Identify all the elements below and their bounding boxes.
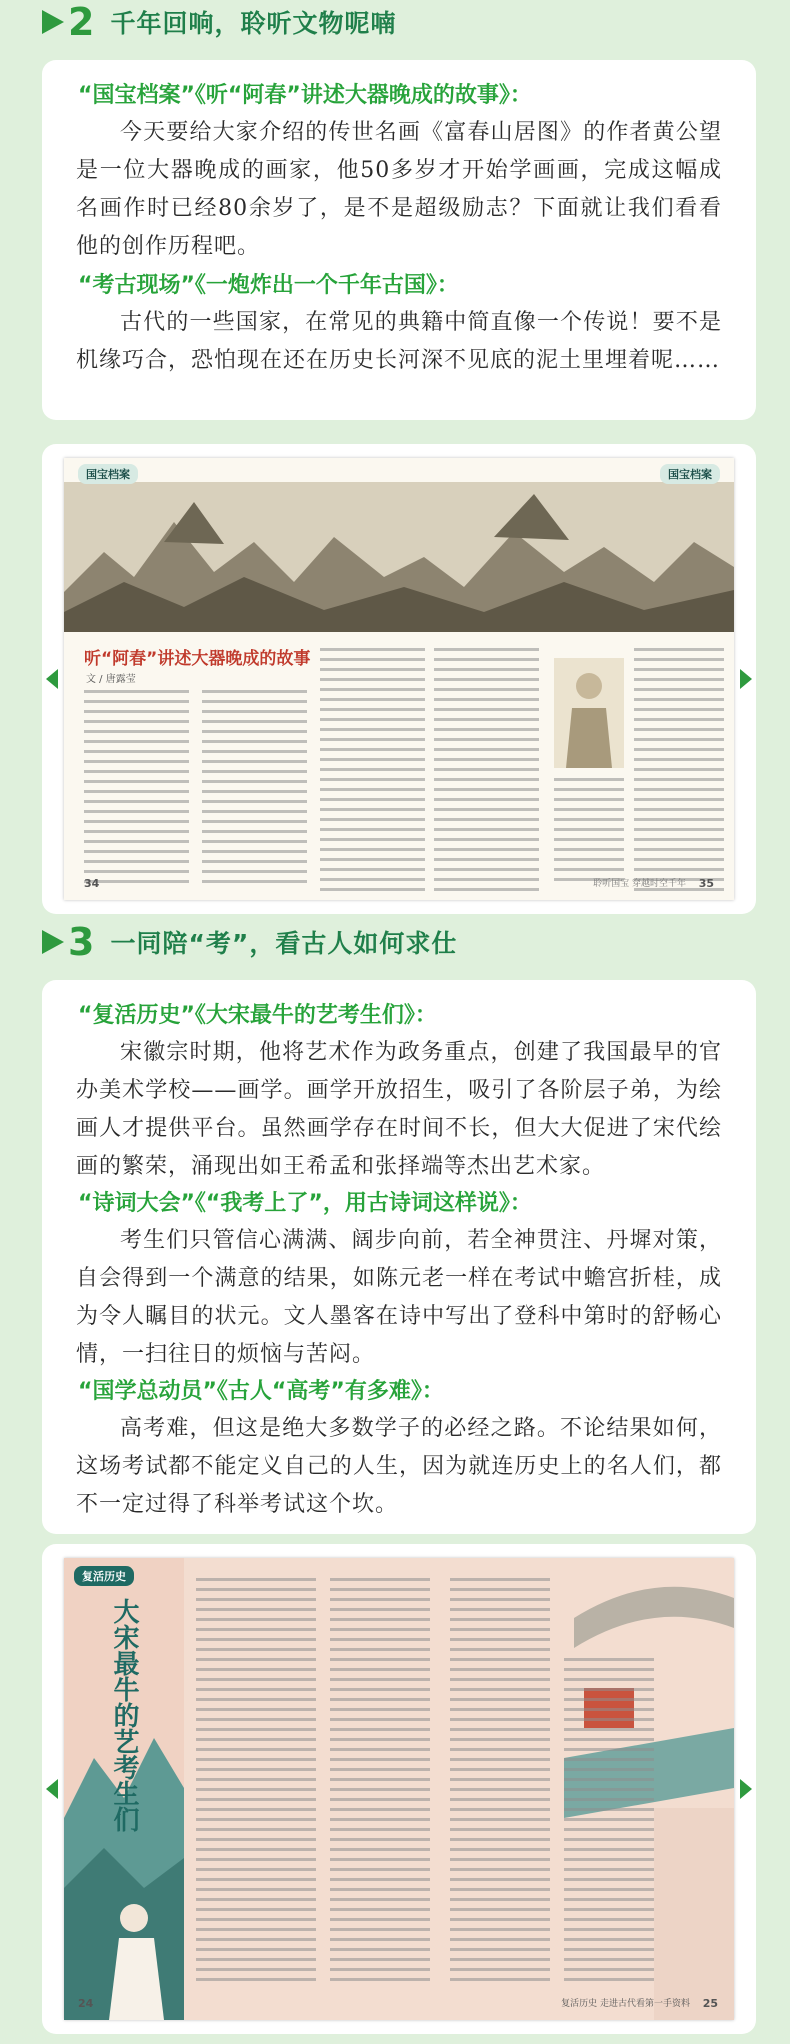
section-2-header (42, 2, 396, 42)
body-text-block (634, 648, 724, 898)
spread-pages (64, 1558, 734, 2020)
landscape-painting (64, 482, 734, 632)
article-summary: 高考难，但这是绝大多数学子的必经之路。不论结果如何，这场考试都不能定义自己的人生，因为就连历史上的名人们，都不一定过得了科举考试这个坎。 (76, 1416, 722, 1517)
body-text-block (554, 778, 624, 888)
page-footer: 复活历史 走进古代看第一手资料 (561, 1999, 690, 2009)
page-number: 25 (702, 1997, 718, 2010)
triangle-icon (42, 930, 64, 954)
body-text-block (450, 1578, 550, 1988)
prev-arrow-icon[interactable] (46, 669, 58, 689)
article-title: 大宋最牛的艺考生们 (109, 1598, 139, 1832)
magazine-spread-image (42, 1544, 756, 2034)
next-arrow-icon[interactable] (740, 1779, 752, 1799)
body-text-block (330, 1578, 430, 1988)
body-text-block (84, 690, 189, 890)
section-title: 千年回响，聆听文物呢喃 (110, 9, 397, 38)
body-text-block (202, 690, 307, 890)
prev-arrow-icon[interactable] (46, 1779, 58, 1799)
body-text-block (564, 1658, 654, 1988)
section-number: 2 (68, 0, 95, 44)
section-3-card (42, 980, 756, 1534)
article-title: 听“阿春”讲述大器晚成的故事 (84, 649, 311, 669)
column-tag: 国宝档案 (78, 464, 138, 484)
article-heading: “国学总动员”《古人“高考”有多难》： (78, 1379, 444, 1404)
article-heading: “国宝档案”《听“阿春”讲述大器晚成的故事》： (78, 83, 532, 108)
portrait-illustration (554, 658, 624, 768)
article-heading: “诗词大会”《“我考上了”，用古诗词这样说》： (78, 1191, 532, 1216)
section-3-header (42, 922, 457, 962)
section-2-card (42, 60, 756, 420)
section-title: 一同陪“考”，看古人如何求仕 (110, 929, 458, 958)
article-heading: “复活历史”《大宋最牛的艺考生们》： (78, 1003, 437, 1028)
article-summary: 古代的一些国家，在常见的典籍中简直像一个传说！要不是机缘巧合，恐怕现在还在历史长河深不见底的泥土里埋着呢…… (76, 310, 722, 373)
article-summary: 考生们只管信心满满、阔步向前，若全神贯注、丹墀对策，自会得到一个满意的结果，如陈元老一样在考试中蟾宫折桂，成为令人瞩目的状元。文人墨客在诗中写出了登科中第时的舒畅心情，一扫往日的烦恼与苦闷。 (76, 1228, 722, 1367)
page-footer: 聆听国宝 穿越时空千年 (593, 879, 686, 889)
page-number: 35 (698, 877, 714, 890)
page-number: 24 (78, 1997, 94, 2010)
article-heading: “考古现场”《一炮炸出一个千年古国》： (78, 273, 459, 298)
body-text-block (320, 648, 425, 898)
page-number: 34 (84, 877, 100, 890)
column-tag: 国宝档案 (660, 464, 720, 484)
next-arrow-icon[interactable] (740, 669, 752, 689)
article-summary: 今天要给大家介绍的传世名画《富春山居图》的作者黄公望是一位大器晚成的画家，他50多岁才开始学画画，完成这幅成名画作时已经80余岁了，是不是超级励志？下面就让我们看看他的创作历程吧。 (76, 120, 722, 259)
section-number: 3 (68, 920, 95, 964)
body-text-block (196, 1578, 316, 1988)
article-summary: 宋徽宗时期，他将艺术作为政务重点，创建了我国最早的官办美术学校——画学。画学开放招生，吸引了各阶层子弟，为绘画人才提供平台。虽然画学存在时间不长，但大大促进了宋代绘画的繁荣，涌现出如王希孟和张择端等杰出艺术家。 (76, 1040, 722, 1179)
byline: 文 / 唐露莹 (86, 674, 136, 685)
magazine-spread-image (42, 444, 756, 914)
spread-pages (64, 458, 734, 900)
column-tag: 复活历史 (74, 1566, 134, 1586)
body-text-block (434, 648, 539, 898)
triangle-icon (42, 10, 64, 34)
